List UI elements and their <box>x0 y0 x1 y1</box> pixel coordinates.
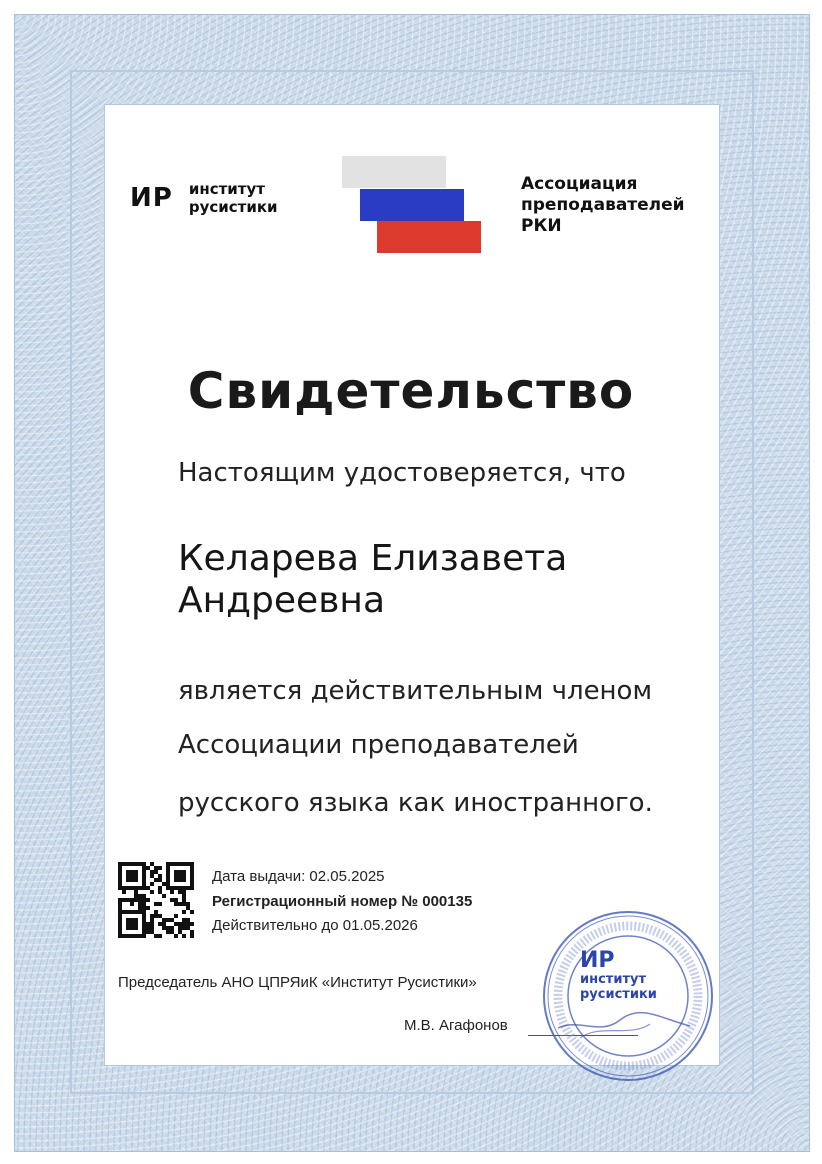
registration-number: Регистрационный номер № 000135 <box>212 893 473 910</box>
flag-blue-stripe <box>360 189 464 221</box>
association-line2: преподавателей <box>521 195 685 215</box>
valid-until: Действительно до 01.05.2026 <box>212 917 418 934</box>
recipient-name-line1: Келарева Елизавета <box>178 538 568 579</box>
recipient-name-line2: Андреевна <box>178 580 386 621</box>
flag-white-stripe <box>342 156 446 188</box>
stamp-line2: русистики <box>580 987 657 1002</box>
institute-logo-line1: институт <box>188 180 265 198</box>
membership-line2: Ассоциации преподавателей <box>178 730 579 760</box>
flag-red-stripe <box>377 221 481 253</box>
institute-logo <box>130 180 278 216</box>
chairman-title: Председатель АНО ЦПРЯиК «Институт Русистики» <box>118 974 477 991</box>
association-line1: Ассоциация <box>521 174 638 194</box>
certificate-title: Свидетельство <box>187 362 635 420</box>
institute-logo-line2: русистики <box>188 198 278 216</box>
stamp-mark: ИР <box>580 948 615 973</box>
membership-line1: является действительным членом <box>178 676 653 706</box>
qr-code <box>118 862 194 938</box>
association-line3: РКИ <box>521 216 562 236</box>
stamp-line1: институт <box>580 972 646 987</box>
signer-name: М.В. Агафонов <box>404 1017 508 1034</box>
institute-logo-mark: ИР <box>130 183 173 213</box>
membership-line3: русского языка как иностранного. <box>178 788 653 818</box>
issue-date: Дата выдачи: 02.05.2025 <box>212 868 385 885</box>
recipient-name <box>178 538 567 622</box>
institute-logo-text <box>189 180 278 216</box>
association-logo <box>521 174 685 237</box>
certificate-intro: Настоящим удостоверяется, что <box>178 458 626 488</box>
